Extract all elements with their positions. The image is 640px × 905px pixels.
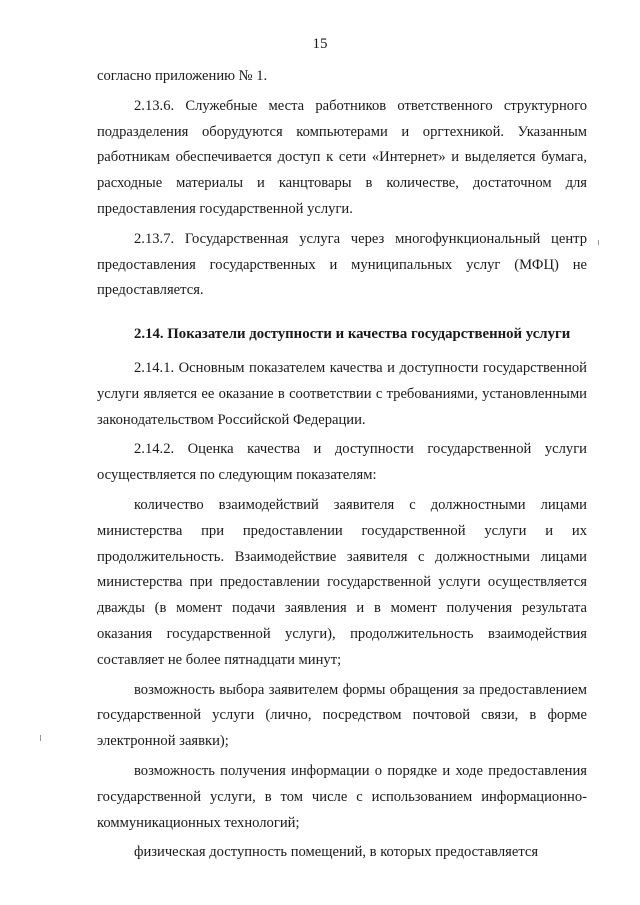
document-body xyxy=(97,64,587,866)
section-heading-2-14: 2.14. Показатели доступности и качества государственной услуги xyxy=(134,326,571,343)
list-item-information: возможность получения информации о порядке и ходе предоставления государственной услуги, в том числе с использованием информационно-коммуникационных технологий; xyxy=(97,762,587,831)
paragraph-2-14-1: 2.14.1. Основным показателем качества и доступности государственной услуги является ее оказание в соответствии с требованиями, установленными законодательством Российской Федерации. xyxy=(97,359,587,428)
list-item-choice-of-form: возможность выбора заявителем формы обращения за предоставлением государственной услуги (лично, посредством почтовой связи, в форме электронной заявки); xyxy=(97,681,587,750)
list-item-physical-access: физическая доступность помещений, в которых предоставляется xyxy=(134,844,539,861)
paragraph-2-14-2: 2.14.2. Оценка качества и доступности государственной услуги осуществляется по следующим показателям: xyxy=(97,441,587,484)
scan-speck xyxy=(598,240,599,245)
paragraph-2-13-6: 2.13.6. Служебные места работников ответственного структурного подразделения оборудуются компьютерами и оргтехникой. Указанным работникам обеспечивается доступ к сети «Интернет» и выделяется бумага, расходные материалы и канцтовары в количестве, достаточном для предоставления государственной услуги. xyxy=(97,97,587,217)
scan-speck xyxy=(40,735,41,741)
page-number: 15 xyxy=(312,36,328,52)
list-item-interactions: количество взаимодействий заявителя с должностными лицами министерства при предоставлении государственной услуги и их продолжительность. Взаимодействие заявителя с должностными лицами министерства при предоставлении государственной услуги осуществляется дважды (в момент подачи заявления и в момент получения результата оказания государственной услуги), продолжительность взаимодействия составляет не более пятнадцати минут; xyxy=(97,496,587,668)
paragraph-continuation: согласно приложению № 1. xyxy=(97,68,268,84)
paragraph-2-13-7: 2.13.7. Государственная услуга через многофункциональный центр предоставления государственных и муниципальных услуг (МФЦ) не предоставляется. xyxy=(97,230,587,299)
